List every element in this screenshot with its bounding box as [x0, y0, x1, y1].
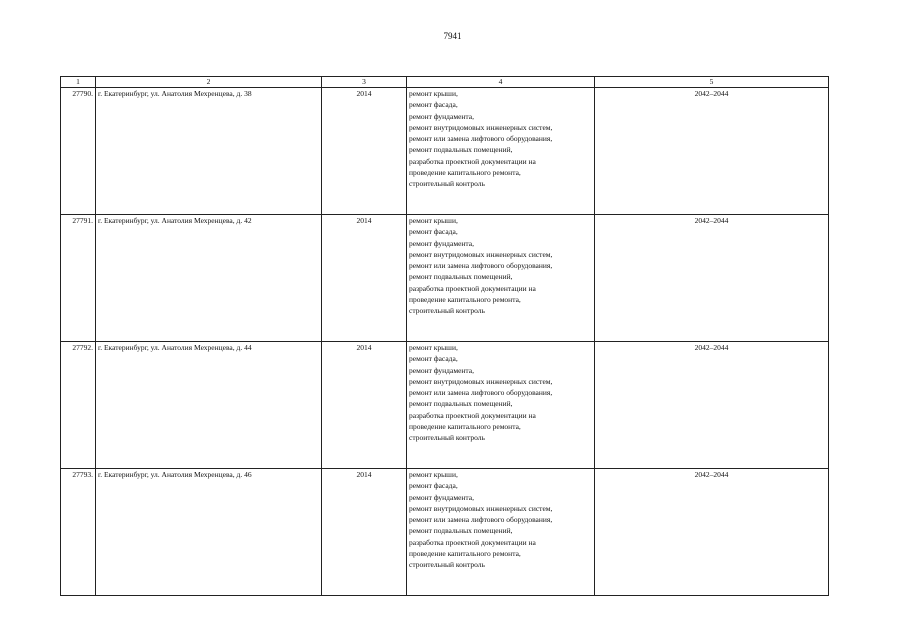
table-row — [61, 88, 829, 215]
works-item: ремонт фасада, — [409, 100, 458, 110]
row-number: 27793. — [61, 469, 96, 596]
works-item: ремонт внутридомовых инженерных систем, — [409, 503, 553, 513]
works-item: проведение капитального ремонта, — [409, 422, 521, 432]
works-item: ремонт или замена лифтового оборудования, — [409, 515, 553, 525]
works-item: проведение капитального ремонта, — [409, 168, 521, 178]
works-cell — [407, 88, 595, 215]
address-cell: г. Екатеринбург, ул. Анатолия Мехренцева, д. 38 — [96, 88, 322, 215]
works-item: ремонт крыши, — [409, 89, 458, 98]
works-item: строительный контроль — [409, 306, 485, 316]
column-header-3: 3 — [322, 77, 407, 88]
table-row — [61, 469, 829, 596]
works-item: разработка проектной документации на — [409, 283, 536, 293]
works-item: ремонт подвальных помещений, — [409, 526, 513, 536]
works-cell — [407, 342, 595, 469]
row-number: 27792. — [61, 342, 96, 469]
works-item: строительный контроль — [409, 179, 485, 189]
works-item: ремонт внутридомовых инженерных систем, — [409, 249, 553, 259]
works-item: разработка проектной документации на — [409, 156, 536, 166]
works-item: проведение капитального ремонта, — [409, 549, 521, 559]
works-item: разработка проектной документации на — [409, 537, 536, 547]
works-item: ремонт фундамента, — [409, 238, 474, 248]
works-item: ремонт фундамента, — [409, 492, 474, 502]
year-cell: 2014 — [322, 88, 407, 215]
works-item: ремонт или замена лифтового оборудования, — [409, 134, 553, 144]
year-cell: 2014 — [322, 469, 407, 596]
works-item: строительный контроль — [409, 433, 485, 443]
period-cell: 2042–2044 — [595, 469, 829, 596]
works-item: ремонт внутридомовых инженерных систем, — [409, 122, 553, 132]
works-item: ремонт подвальных помещений, — [409, 145, 513, 155]
column-header-1: 1 — [61, 77, 96, 88]
works-item: ремонт или замена лифтового оборудования, — [409, 388, 553, 398]
table-body — [61, 88, 829, 596]
works-item: ремонт фундамента, — [409, 111, 474, 121]
table-row — [61, 215, 829, 342]
works-item: ремонт крыши, — [409, 343, 458, 352]
period-cell: 2042–2044 — [595, 88, 829, 215]
year-cell: 2014 — [322, 215, 407, 342]
address-cell: г. Екатеринбург, ул. Анатолия Мехренцева, д. 44 — [96, 342, 322, 469]
works-item: строительный контроль — [409, 560, 485, 570]
works-cell — [407, 469, 595, 596]
works-item: ремонт подвальных помещений, — [409, 272, 513, 282]
address-cell: г. Екатеринбург, ул. Анатолия Мехренцева, д. 42 — [96, 215, 322, 342]
year-cell: 2014 — [322, 342, 407, 469]
address-cell: г. Екатеринбург, ул. Анатолия Мехренцева, д. 46 — [96, 469, 322, 596]
row-number: 27791. — [61, 215, 96, 342]
table-header-row — [61, 77, 829, 88]
works-item: ремонт или замена лифтового оборудования, — [409, 261, 553, 271]
repair-schedule-table — [60, 76, 829, 596]
page-number: 7941 — [443, 31, 462, 41]
works-item: ремонт крыши, — [409, 470, 458, 479]
period-cell: 2042–2044 — [595, 342, 829, 469]
column-header-5: 5 — [595, 77, 829, 88]
works-item: разработка проектной документации на — [409, 410, 536, 420]
works-item: ремонт фасада, — [409, 354, 458, 364]
works-item: ремонт крыши, — [409, 216, 458, 225]
period-cell: 2042–2044 — [595, 215, 829, 342]
works-item: ремонт фасада, — [409, 227, 458, 237]
column-header-2: 2 — [96, 77, 322, 88]
works-item: ремонт фасада, — [409, 481, 458, 491]
works-item: ремонт фундамента, — [409, 365, 474, 375]
works-cell — [407, 215, 595, 342]
works-item: проведение капитального ремонта, — [409, 295, 521, 305]
column-header-4: 4 — [407, 77, 595, 88]
row-number: 27790. — [61, 88, 96, 215]
works-item: ремонт подвальных помещений, — [409, 399, 513, 409]
table-row — [61, 342, 829, 469]
works-item: ремонт внутридомовых инженерных систем, — [409, 376, 553, 386]
